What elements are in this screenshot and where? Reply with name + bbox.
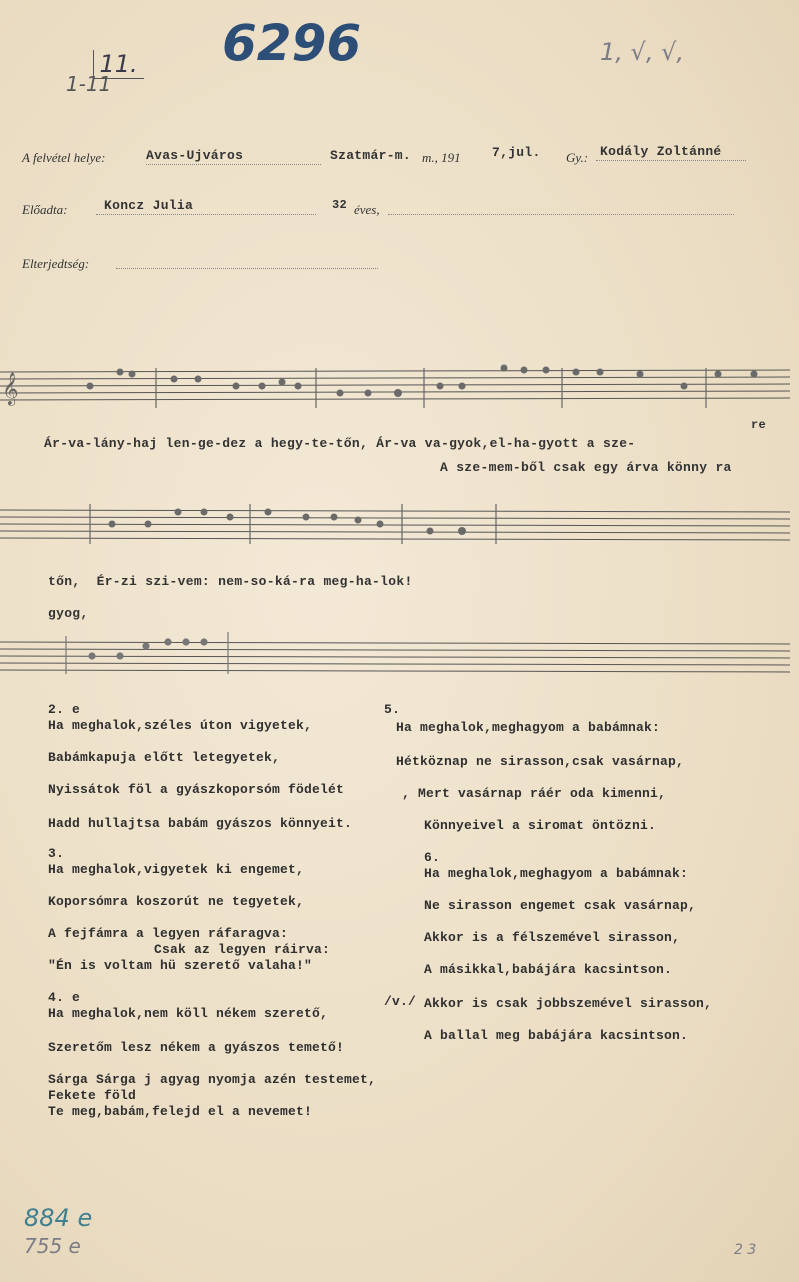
variant-line-2: A ballal meg babájára kacsintson. — [424, 1028, 689, 1043]
lyrics-variant-re: re — [751, 418, 767, 432]
county-value: Szatmár-m. — [330, 148, 412, 163]
verse-3-line-3: A fejfámra a legyen ráfaragva: — [48, 926, 289, 941]
verse-4-line-3: Sárga Sárga j agyag nyomja azén testemet, — [48, 1072, 377, 1087]
spread-label: Elterjedtség: — [22, 256, 90, 271]
performer-value: Koncz Julia — [104, 198, 194, 213]
bottom-left-annotation-1: 884 e — [24, 1204, 93, 1232]
verse-6-line-1: Ha meghalok,meghagyom a babámnak: — [424, 866, 689, 881]
verse-3-line-4: Csak az legyen ráirva: — [154, 942, 331, 957]
verse-2-number: 2. e — [48, 702, 81, 717]
bottom-right-annotation: 2 3 — [734, 1242, 757, 1258]
music-staff-2 — [0, 500, 799, 550]
catalog-number: 6296 — [222, 14, 362, 72]
collector-label: Gy.: — [566, 150, 589, 165]
top-right-annotation: 1, √, √, — [600, 38, 684, 66]
verse-5-line-4: Könnyeivel a siromat öntözni. — [424, 818, 657, 833]
variant-mark: /v./ — [384, 994, 417, 1009]
verse-3-line-2: Koporsómra koszorút ne tegyetek, — [48, 894, 305, 909]
verse-2-line-3: Nyissátok föl a gyászkoporsóm födelét — [48, 782, 345, 797]
verse-5-line-3: , Mert vasárnap ráér oda kimenni, — [402, 786, 667, 801]
date-value: 7,jul. — [492, 145, 541, 160]
box-number-annotation: 11. — [62, 22, 144, 106]
svg-text:𝄞: 𝄞 — [2, 372, 19, 405]
lyrics-line-1: Ár-va-lány-haj len-ge-dez a hegy-te-tőn, Ár-va va-gyok,el-ha-gyott a sze- — [44, 436, 636, 451]
verse-4-line-1: Ha meghalok,nem köll nékem szerető, — [48, 1006, 329, 1021]
music-staff-1 — [0, 362, 799, 422]
verse-2-line-2: Babámkapuja előtt letegyetek, — [48, 750, 281, 765]
verse-4-line-4: Fekete föld — [48, 1088, 137, 1103]
verse-6-line-2: Ne sirasson engemet csak vasárnap, — [424, 898, 697, 913]
verse-5-line-2: Hétköznap ne sirasson,csak vasárnap, — [396, 754, 685, 769]
place-value: Avas-Ujváros — [146, 148, 244, 163]
verse-6-number: 6. — [424, 850, 441, 865]
verse-4-line-5: Te meg,babám,felejd el a nevemet! — [48, 1104, 313, 1119]
age-label: éves, — [354, 202, 380, 217]
music-staff-3 — [0, 626, 799, 682]
performer-label: Előadta: — [22, 202, 68, 217]
age-value: 32 — [332, 198, 348, 212]
verse-3-number: 3. — [48, 846, 65, 861]
lyrics-line-2: tőn, Ér-zi szi-vem: nem-so-ká-ra meg-ha-lok! — [48, 574, 413, 589]
verse-2-line-1: Ha meghalok,széles úton vigyetek, — [48, 718, 313, 733]
verse-3-line-1: Ha meghalok,vigyetek ki engemet, — [48, 862, 305, 877]
verse-5-number: 5. — [384, 702, 401, 717]
verse-2-line-4: Hadd hullajtsa babám gyászos könnyeit. — [48, 816, 353, 831]
verse-3-line-5: "Én is voltam hü szerető valaha!" — [48, 958, 313, 973]
collector-value: Kodály Zoltánné — [600, 144, 722, 159]
lyrics-line-2-alt: gyog, — [48, 606, 89, 621]
variant-line-1: Akkor is csak jobbszemével sirasson, — [424, 996, 713, 1011]
range-annotation: 1-11 — [66, 72, 112, 96]
verse-4-line-2: Szeretőm lesz nékem a gyászos temető! — [48, 1040, 345, 1055]
lyrics-line-1-alt: A sze-mem-ből csak egy árva könny ra — [440, 460, 732, 475]
verse-6-line-4: A másikkal,babájára kacsintson. — [424, 962, 673, 977]
place-label: A felvétel helye: — [22, 150, 106, 165]
verse-6-line-3: Akkor is a félszemével sirasson, — [424, 930, 681, 945]
bottom-left-annotation-2: 755 e — [24, 1234, 81, 1258]
verse-4-number: 4. e — [48, 990, 81, 1005]
verse-5-line-1: Ha meghalok,meghagyom a babámnak: — [396, 720, 661, 735]
county-suffix: m., 191 — [422, 150, 461, 165]
